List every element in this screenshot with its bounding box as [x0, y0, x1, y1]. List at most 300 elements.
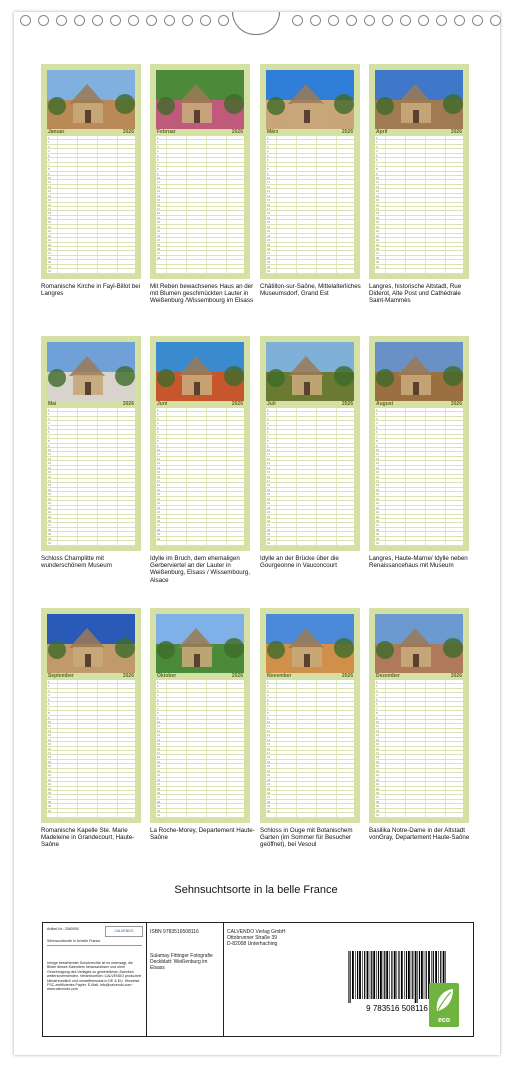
family-column-line [77, 707, 78, 710]
family-column-line [445, 211, 446, 214]
day-number: 22 [376, 229, 380, 234]
day-number: 21 [157, 768, 161, 773]
day-number: 2 [376, 412, 378, 417]
day-number: 26 [48, 518, 52, 523]
day-number: 12 [376, 728, 380, 733]
family-column-line [385, 800, 386, 803]
family-column-line [57, 747, 58, 750]
family-column-line [316, 733, 317, 736]
family-column-line [97, 260, 98, 263]
family-column-line [425, 145, 426, 148]
family-column-line [445, 488, 446, 491]
family-column-line [336, 154, 337, 157]
day-number: 22 [48, 501, 52, 506]
family-column-line [385, 444, 386, 447]
family-column-line [336, 243, 337, 246]
barcode-bar [397, 951, 398, 999]
family-column-line [336, 269, 337, 272]
day-number: 29 [267, 532, 271, 537]
family-column-line [226, 207, 227, 210]
family-column-line [385, 506, 386, 509]
family-column-line [57, 260, 58, 263]
family-column-line [226, 787, 227, 790]
family-column-line [77, 260, 78, 263]
family-column-line [77, 702, 78, 705]
family-column-line [117, 747, 118, 750]
day-grid [266, 136, 354, 274]
family-column-line [57, 430, 58, 433]
family-column-line [445, 167, 446, 170]
family-column-line [405, 234, 406, 237]
family-column-line [57, 541, 58, 544]
family-column-line [97, 764, 98, 767]
family-column-line [57, 158, 58, 161]
family-column-line [425, 809, 426, 812]
barcode-bar [424, 951, 425, 999]
barcode-bar [348, 951, 349, 1003]
family-column-line [166, 773, 167, 776]
family-column-line [57, 470, 58, 473]
family-column-line [206, 532, 207, 535]
family-column-line [166, 733, 167, 736]
family-column-line [296, 755, 297, 758]
family-column-line [77, 180, 78, 183]
family-column-line [97, 506, 98, 509]
day-number: 29 [376, 260, 380, 265]
family-column-line [385, 760, 386, 763]
family-column-line [186, 541, 187, 544]
family-column-line [57, 256, 58, 259]
family-column-line [276, 716, 277, 719]
day-number: 26 [267, 790, 271, 795]
family-column-line [296, 203, 297, 206]
month-photo [375, 614, 463, 673]
family-column-line [405, 733, 406, 736]
family-column-line [57, 461, 58, 464]
family-column-line [296, 435, 297, 438]
family-column-line [117, 176, 118, 179]
family-column-line [226, 229, 227, 232]
family-column-line [405, 421, 406, 424]
day-row [156, 813, 244, 817]
day-number: 12 [48, 728, 52, 733]
family-column-line [206, 809, 207, 812]
family-column-line [276, 760, 277, 763]
family-column-line [336, 448, 337, 451]
family-column-line [206, 185, 207, 188]
family-column-line [97, 716, 98, 719]
day-number: 30 [48, 536, 52, 541]
family-column-line [206, 408, 207, 411]
day-number: 12 [157, 728, 161, 733]
day-number: 30 [376, 536, 380, 541]
barcode-bar [391, 951, 392, 999]
family-column-line [385, 497, 386, 500]
day-number: 9 [376, 443, 378, 448]
day-number: 30 [376, 808, 380, 813]
family-column-line [166, 769, 167, 772]
family-column-line [276, 194, 277, 197]
family-column-line [117, 475, 118, 478]
family-column-line [57, 452, 58, 455]
family-column-line [296, 421, 297, 424]
family-column-line [117, 479, 118, 482]
family-column-line [57, 510, 58, 513]
family-column-line [97, 220, 98, 223]
family-column-line [57, 729, 58, 732]
family-column-line [405, 163, 406, 166]
family-column-line [316, 198, 317, 201]
month-name: April [376, 129, 388, 135]
family-column-line [206, 492, 207, 495]
family-column-line [186, 684, 187, 687]
family-column-line [57, 791, 58, 794]
photographer-credit: Sulamay Fittinger Fotografie [150, 953, 213, 959]
family-column-line [296, 172, 297, 175]
family-column-line [316, 149, 317, 152]
family-column-line [77, 711, 78, 714]
family-column-line [445, 795, 446, 798]
family-column-line [296, 702, 297, 705]
family-column-line [316, 693, 317, 696]
family-column-line [316, 417, 317, 420]
family-column-line [276, 466, 277, 469]
family-column-line [206, 720, 207, 723]
family-column-line [296, 742, 297, 745]
binding-hole [56, 15, 67, 26]
month-caption: Schloss Champlitte mit wunderschönem Museum [41, 555, 112, 570]
family-column-line [57, 813, 58, 816]
family-column-line [57, 167, 58, 170]
day-number: 17 [267, 479, 271, 483]
day-number: 24 [48, 510, 52, 515]
day-number: 6 [48, 158, 50, 163]
family-column-line [385, 488, 386, 491]
day-number: 19 [48, 759, 52, 764]
barcode-bar [364, 951, 365, 999]
day-number: 11 [157, 180, 160, 185]
family-column-line [57, 488, 58, 491]
family-column-line [276, 523, 277, 526]
family-column-line [77, 724, 78, 727]
day-number: 28 [48, 527, 52, 532]
family-column-line [97, 778, 98, 781]
day-number: 23 [267, 233, 271, 238]
day-number: 27 [376, 795, 380, 800]
family-column-line [385, 693, 386, 696]
family-column-line [206, 519, 207, 522]
family-column-line [226, 537, 227, 540]
family-column-line [316, 769, 317, 772]
family-column-line [226, 417, 227, 420]
family-column-line [296, 751, 297, 754]
day-number: 3 [157, 688, 159, 693]
day-number: 23 [48, 233, 52, 238]
family-column-line [97, 211, 98, 214]
family-column-line [276, 189, 277, 192]
family-column-line [296, 260, 297, 263]
family-column-line [77, 497, 78, 500]
day-number: 27 [157, 795, 161, 800]
day-number: 11 [376, 452, 379, 457]
family-column-line [445, 180, 446, 183]
day-number: 15 [157, 470, 161, 475]
family-column-line [77, 229, 78, 232]
family-column-line [97, 207, 98, 210]
family-column-line [166, 738, 167, 741]
family-column-line [316, 778, 317, 781]
family-column-line [186, 698, 187, 701]
family-column-line [206, 510, 207, 513]
family-column-line [276, 720, 277, 723]
family-column-line [77, 149, 78, 152]
family-column-line [97, 693, 98, 696]
family-column-line [296, 412, 297, 415]
family-column-line [405, 716, 406, 719]
family-column-line [57, 778, 58, 781]
day-number: 12 [48, 456, 52, 461]
family-column-line [206, 457, 207, 460]
family-column-line [226, 813, 227, 816]
day-number: 18 [48, 211, 52, 216]
day-number: 13 [48, 733, 52, 738]
family-column-line [276, 211, 277, 214]
family-column-line [296, 265, 297, 268]
family-column-line [405, 795, 406, 798]
family-column-line [336, 720, 337, 723]
family-column-line [405, 532, 406, 535]
family-column-line [77, 234, 78, 237]
family-column-line [385, 795, 386, 798]
day-number: 2 [48, 412, 50, 417]
day-number: 24 [157, 238, 161, 243]
family-column-line [97, 689, 98, 692]
binding-hole [38, 15, 49, 26]
family-column-line [316, 720, 317, 723]
day-number: 28 [267, 527, 271, 532]
family-column-line [276, 234, 277, 237]
family-column-line [385, 702, 386, 705]
family-column-line [77, 211, 78, 214]
day-number: 19 [157, 215, 161, 220]
binding-hole [218, 15, 229, 26]
family-column-line [77, 483, 78, 486]
day-number: 16 [48, 202, 52, 207]
family-column-line [77, 426, 78, 429]
day-number: 5 [267, 697, 269, 702]
family-column-line [445, 693, 446, 696]
family-column-line [226, 532, 227, 535]
family-column-line [117, 163, 118, 166]
family-column-line [385, 408, 386, 411]
family-column-line [186, 457, 187, 460]
day-row [266, 813, 354, 817]
binding-hole [382, 15, 393, 26]
family-column-line [385, 707, 386, 710]
barcode-bar [421, 951, 423, 999]
family-column-line [405, 720, 406, 723]
day-number: 17 [48, 207, 52, 211]
month-year: 2026 [341, 401, 353, 407]
day-number: 15 [376, 742, 380, 747]
day-number: 4 [48, 421, 50, 426]
family-column-line [336, 229, 337, 232]
family-column-line [316, 519, 317, 522]
day-grid [47, 680, 135, 818]
family-column-line [405, 515, 406, 518]
barcode-bar [373, 951, 375, 999]
day-number: 6 [376, 430, 378, 435]
family-column-line [206, 755, 207, 758]
family-column-line [425, 163, 426, 166]
family-column-line [186, 163, 187, 166]
family-column-line [425, 804, 426, 807]
day-number: 9 [267, 715, 269, 720]
family-column-line [186, 720, 187, 723]
family-column-line [316, 167, 317, 170]
family-column-line [336, 541, 337, 544]
day-number: 25 [267, 786, 271, 791]
family-column-line [77, 733, 78, 736]
family-column-line [445, 194, 446, 197]
family-column-line [445, 733, 446, 736]
family-column-line [385, 203, 386, 206]
day-number: 27 [267, 523, 271, 528]
family-column-line [276, 452, 277, 455]
family-column-line [77, 145, 78, 148]
family-column-line [425, 764, 426, 767]
family-column-line [425, 733, 426, 736]
day-number: 1 [157, 408, 159, 412]
family-column-line [316, 795, 317, 798]
family-column-line [276, 755, 277, 758]
family-column-line [77, 738, 78, 741]
day-number: 2 [157, 412, 159, 417]
day-number: 21 [48, 224, 52, 229]
family-column-line [77, 466, 78, 469]
family-column-line [166, 167, 167, 170]
day-number: 17 [267, 207, 271, 211]
family-column-line [385, 412, 386, 415]
family-column-line [385, 532, 386, 535]
day-number: 19 [267, 759, 271, 764]
family-column-line [97, 149, 98, 152]
family-column-line [296, 791, 297, 794]
family-column-line [57, 537, 58, 540]
family-column-line [385, 689, 386, 692]
family-column-line [77, 247, 78, 250]
month-caption: Basilika Notre-Dame in der Altstadt vonGray, Departement Haute-Saône [369, 827, 470, 842]
day-number: 16 [157, 474, 161, 479]
family-column-line [336, 519, 337, 522]
family-column-line [385, 448, 386, 451]
day-row [266, 269, 354, 273]
day-number: 7 [48, 162, 50, 167]
binding-hole [292, 15, 303, 26]
family-column-line [276, 795, 277, 798]
day-number: 25 [48, 786, 52, 791]
family-column-line [206, 421, 207, 424]
family-column-line [226, 795, 227, 798]
family-column-line [186, 791, 187, 794]
day-number: 31 [157, 813, 161, 818]
family-column-line [385, 769, 386, 772]
family-column-line [206, 470, 207, 473]
day-number: 9 [157, 715, 159, 720]
day-number: 28 [376, 799, 380, 804]
family-column-line [336, 716, 337, 719]
barcode-bar [384, 951, 385, 999]
day-number: 4 [48, 693, 50, 698]
family-column-line [316, 537, 317, 540]
family-column-line [316, 145, 317, 148]
family-column-line [316, 448, 317, 451]
family-column-line [186, 265, 187, 268]
family-column-line [186, 787, 187, 790]
day-number: 20 [267, 220, 271, 225]
family-column-line [57, 782, 58, 785]
barcode-bar [411, 951, 412, 999]
day-number: 24 [376, 238, 380, 243]
day-number: 7 [157, 434, 159, 439]
family-column-line [97, 769, 98, 772]
family-column-line [186, 488, 187, 491]
family-column-line [425, 260, 426, 263]
family-column-line [97, 488, 98, 491]
family-column-line [296, 136, 297, 139]
barcode-digits: 9 783516 508116 [366, 1004, 428, 1013]
family-column-line [445, 729, 446, 732]
family-column-line [296, 724, 297, 727]
family-column-line [445, 711, 446, 714]
family-column-line [57, 243, 58, 246]
day-number: 28 [267, 255, 271, 260]
family-column-line [186, 523, 187, 526]
family-column-line [117, 769, 118, 772]
month-photo [156, 70, 244, 129]
day-number: 12 [267, 184, 271, 189]
day-number: 30 [267, 264, 271, 269]
family-column-line [276, 747, 277, 750]
family-column-line [316, 444, 317, 447]
family-column-line [296, 211, 297, 214]
family-column-line [226, 220, 227, 223]
family-column-line [57, 435, 58, 438]
family-column-line [405, 760, 406, 763]
day-number: 12 [376, 184, 380, 189]
day-number: 24 [267, 238, 271, 243]
family-column-line [57, 457, 58, 460]
family-column-line [276, 256, 277, 259]
family-column-line [117, 693, 118, 696]
family-column-line [425, 247, 426, 250]
family-column-line [117, 461, 118, 464]
family-column-line [77, 439, 78, 442]
day-number: 22 [376, 501, 380, 506]
family-column-line [166, 778, 167, 781]
family-column-line [57, 426, 58, 429]
day-number: 30 [157, 808, 161, 813]
family-column-line [57, 176, 58, 179]
binding-hole [310, 15, 321, 26]
family-column-line [445, 506, 446, 509]
family-column-line [57, 198, 58, 201]
family-column-line [276, 149, 277, 152]
family-column-line [405, 265, 406, 268]
family-column-line [316, 435, 317, 438]
family-column-line [57, 742, 58, 745]
family-column-line [97, 755, 98, 758]
